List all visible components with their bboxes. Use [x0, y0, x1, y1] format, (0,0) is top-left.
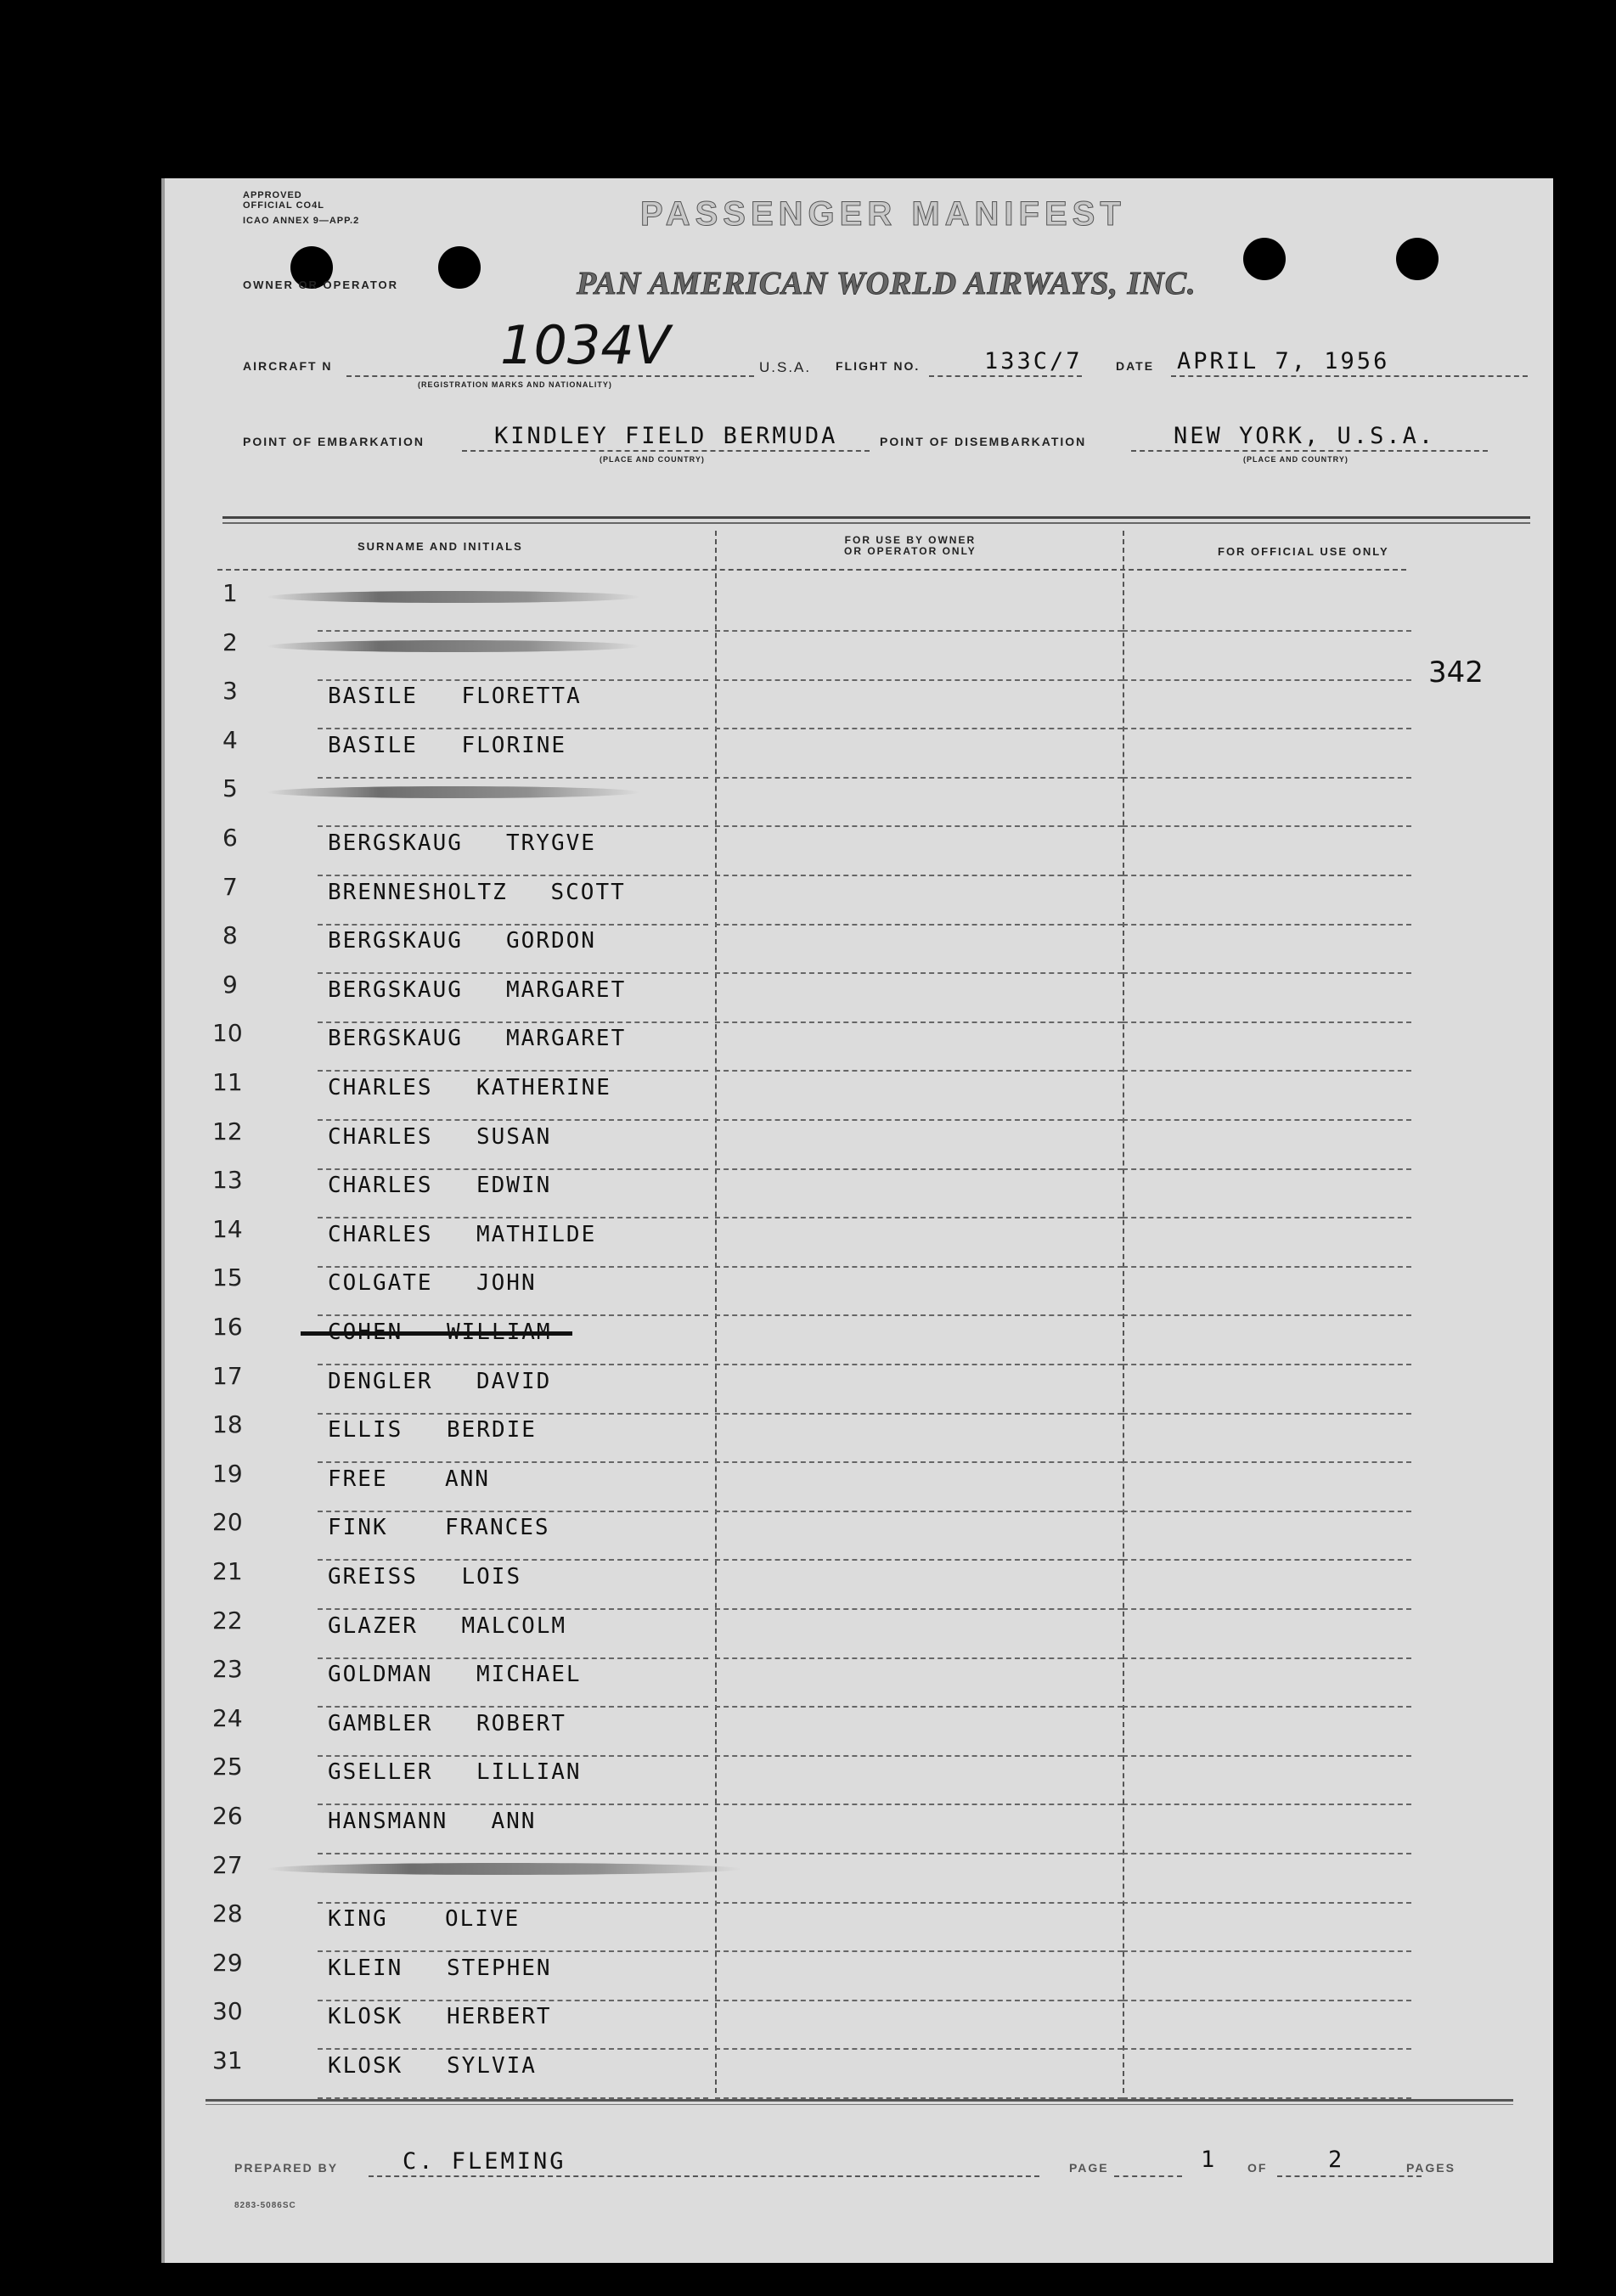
prepared-by: C. FLEMING	[403, 2148, 566, 2175]
table-row	[165, 579, 1523, 633]
row-number: 26	[212, 1802, 243, 1830]
row-number: 17	[212, 1362, 243, 1390]
passenger-given-name: OLIVE	[445, 1906, 521, 1932]
table-row	[165, 1557, 1523, 1612]
disembarkation-point: NEW YORK, U.S.A.	[1174, 423, 1436, 449]
row-number: 7	[222, 873, 238, 901]
disembarkation-label: POINT OF DISEMBARKATION	[880, 435, 1087, 448]
passenger-given-name: STEPHEN	[447, 1956, 552, 1981]
passenger-surname: BERGSKAUG	[328, 830, 463, 856]
row-number: 27	[212, 1851, 243, 1879]
manifest-sheet	[161, 178, 1553, 2263]
row-number: 3	[222, 677, 238, 705]
passenger-surname: KLEIN	[328, 1956, 403, 1981]
table-row	[165, 1019, 1523, 1073]
passenger-given-name: ANN	[445, 1466, 490, 1492]
table-row	[165, 774, 1523, 829]
passenger-surname: GOLDMAN	[328, 1662, 433, 1687]
table-row	[165, 873, 1523, 927]
row-number: 16	[212, 1313, 243, 1341]
embarkation-caption: (PLACE AND COUNTRY)	[600, 455, 705, 464]
row-number: 15	[212, 1263, 243, 1292]
redaction-mark	[267, 640, 640, 652]
passenger-surname: GREISS	[328, 1564, 418, 1590]
aircraft-number: 1034V	[500, 314, 671, 376]
table-row	[165, 1899, 1523, 1954]
row-number: 9	[222, 971, 238, 999]
passenger-given-name: GORDON	[506, 928, 596, 954]
row-number: 28	[212, 1899, 243, 1927]
passenger-given-name: FLORETTA	[461, 684, 582, 709]
passenger-surname: CHARLES	[328, 1222, 433, 1247]
passenger-surname: DENGLER	[328, 1369, 433, 1394]
form-reference: APPROVED OFFICIAL CO4L	[243, 190, 324, 211]
passenger-surname: HANSMANN	[328, 1809, 448, 1834]
table-row	[165, 1655, 1523, 1709]
punch-hole-icon	[438, 246, 481, 289]
row-number: 14	[212, 1215, 243, 1243]
passenger-surname: COHEN	[328, 1320, 403, 1345]
passenger-surname: KLOSK	[328, 2053, 403, 2079]
passenger-given-name: FRANCES	[445, 1515, 550, 1540]
passenger-surname: GSELLER	[328, 1759, 433, 1785]
row-number: 5	[222, 774, 238, 802]
row-number: 10	[212, 1019, 243, 1047]
table-row	[165, 1997, 1523, 2051]
row-number: 8	[222, 921, 238, 949]
row-number: 18	[212, 1410, 243, 1438]
form-number: 8283-5086SC	[234, 2201, 296, 2210]
page-total: 2	[1328, 2147, 1345, 2173]
passenger-given-name: MALCOLM	[461, 1613, 567, 1639]
table-row	[165, 1851, 1523, 1905]
flight-label: FLIGHT NO.	[836, 359, 921, 373]
embarkation-point: KINDLEY FIELD BERMUDA	[494, 423, 838, 449]
passenger-surname: BERGSKAUG	[328, 1026, 463, 1051]
column-header-official: FOR OFFICIAL USE ONLY	[1218, 545, 1389, 558]
row-number: 11	[212, 1068, 243, 1096]
redaction-mark	[267, 1863, 742, 1875]
passenger-given-name: DAVID	[476, 1369, 552, 1394]
passenger-surname: CHARLES	[328, 1173, 433, 1198]
flight-number: 133C/7	[984, 348, 1083, 374]
aircraft-label: AIRCRAFT N	[243, 359, 333, 373]
passenger-given-name: WILLIAM	[447, 1320, 552, 1345]
passenger-given-name: TRYGVE	[506, 830, 596, 856]
disembarkation-caption: (PLACE AND COUNTRY)	[1243, 455, 1349, 464]
flight-date: APRIL 7, 1956	[1177, 348, 1390, 374]
table-row	[165, 1753, 1523, 1807]
table-row	[165, 1460, 1523, 1514]
table-row	[165, 1508, 1523, 1562]
form-code: ICAO ANNEX 9—APP.2	[243, 216, 360, 226]
redaction-mark	[267, 591, 640, 603]
redaction-mark	[267, 786, 640, 798]
passenger-given-name: ROBERT	[476, 1711, 566, 1736]
passenger-surname: GLAZER	[328, 1613, 418, 1639]
table-row	[165, 1117, 1523, 1172]
row-number: 25	[212, 1753, 243, 1781]
country-label: U.S.A.	[759, 359, 812, 375]
punch-hole-icon	[1396, 238, 1439, 280]
embarkation-label: POINT OF EMBARKATION	[243, 435, 425, 448]
row-number: 23	[212, 1655, 243, 1683]
table-row	[165, 1362, 1523, 1416]
passenger-surname: ELLIS	[328, 1417, 403, 1443]
passenger-surname: BERGSKAUG	[328, 928, 463, 954]
row-number: 19	[212, 1460, 243, 1488]
passenger-surname: BRENNESHOLTZ	[328, 880, 508, 905]
passenger-given-name: BERDIE	[447, 1417, 537, 1443]
row-number: 20	[212, 1508, 243, 1536]
passenger-surname: FREE	[328, 1466, 388, 1492]
passenger-given-name: SUSAN	[476, 1124, 552, 1150]
passenger-given-name: SCOTT	[550, 880, 626, 905]
of-label: OF	[1247, 2161, 1268, 2175]
date-label: DATE	[1116, 359, 1155, 373]
pages-label: PAGES	[1406, 2161, 1456, 2175]
page-label: PAGE	[1069, 2161, 1109, 2175]
row-number: 12	[212, 1117, 243, 1145]
row-number: 22	[212, 1607, 243, 1635]
registration-caption: (REGISTRATION MARKS AND NATIONALITY)	[418, 380, 612, 389]
table-row	[165, 1949, 1523, 2003]
row-number: 1	[222, 579, 238, 607]
table-row	[165, 2046, 1523, 2101]
passenger-given-name: MATHILDE	[476, 1222, 597, 1247]
row-number: 31	[212, 2046, 243, 2074]
table-row	[165, 1704, 1523, 1759]
passenger-given-name: KATHERINE	[476, 1075, 611, 1100]
table-row	[165, 1410, 1523, 1465]
page-number: 1	[1201, 2147, 1218, 2173]
passenger-surname: COLGATE	[328, 1270, 433, 1296]
passenger-given-name: FLORINE	[461, 733, 567, 758]
passenger-surname: KING	[328, 1906, 388, 1932]
row-number: 4	[222, 726, 238, 754]
passenger-surname: GAMBLER	[328, 1711, 433, 1736]
passenger-surname: CHARLES	[328, 1075, 433, 1100]
row-number: 24	[212, 1704, 243, 1732]
table-row	[165, 1263, 1523, 1318]
row-number: 21	[212, 1557, 243, 1585]
table-row	[165, 1215, 1523, 1269]
passenger-given-name: EDWIN	[476, 1173, 552, 1198]
table-row	[165, 1166, 1523, 1220]
table-row	[165, 677, 1523, 731]
row-number: 6	[222, 824, 238, 852]
table-row	[165, 726, 1523, 780]
table-row	[165, 1802, 1523, 1856]
page-title: PASSENGER MANIFEST	[640, 195, 1126, 233]
row-number: 29	[212, 1949, 243, 1977]
row-number: 30	[212, 1997, 243, 2025]
prepared-by-label: PREPARED BY	[234, 2161, 339, 2175]
passenger-surname: BASILE	[328, 733, 418, 758]
passenger-surname: CHARLES	[328, 1124, 433, 1150]
passenger-given-name: LOIS	[461, 1564, 522, 1590]
owner-name: PAN AMERICAN WORLD AIRWAYS, INC.	[577, 266, 1197, 301]
table-row	[165, 1607, 1523, 1661]
passenger-surname: BERGSKAUG	[328, 977, 463, 1003]
passenger-given-name: MARGARET	[506, 977, 627, 1003]
column-header-name: SURNAME AND INITIALS	[358, 540, 523, 553]
table-row	[165, 971, 1523, 1025]
passenger-given-name: SYLVIA	[447, 2053, 537, 2079]
strikethrough-line	[301, 1331, 572, 1336]
column-header-owner: FOR USE BY OWNER OR OPERATOR ONLY	[844, 534, 977, 557]
table-row	[165, 1313, 1523, 1367]
owner-label: OWNER OR OPERATOR	[243, 279, 399, 291]
punch-hole-icon	[1243, 238, 1286, 280]
table-row	[165, 1068, 1523, 1123]
table-row	[165, 921, 1523, 976]
passenger-given-name: LILLIAN	[476, 1759, 582, 1785]
passenger-given-name: MARGARET	[506, 1026, 627, 1051]
table-row	[165, 628, 1523, 683]
table-row	[165, 824, 1523, 878]
official-use-note: 342	[1428, 656, 1484, 689]
passenger-given-name: HERBERT	[447, 2004, 552, 2029]
passenger-surname: FINK	[328, 1515, 388, 1540]
passenger-surname: BASILE	[328, 684, 418, 709]
passenger-given-name: ANN	[491, 1809, 537, 1834]
passenger-given-name: JOHN	[476, 1270, 537, 1296]
row-number: 13	[212, 1166, 243, 1194]
passenger-surname: KLOSK	[328, 2004, 403, 2029]
row-number: 2	[222, 628, 238, 656]
passenger-given-name: MICHAEL	[476, 1662, 582, 1687]
